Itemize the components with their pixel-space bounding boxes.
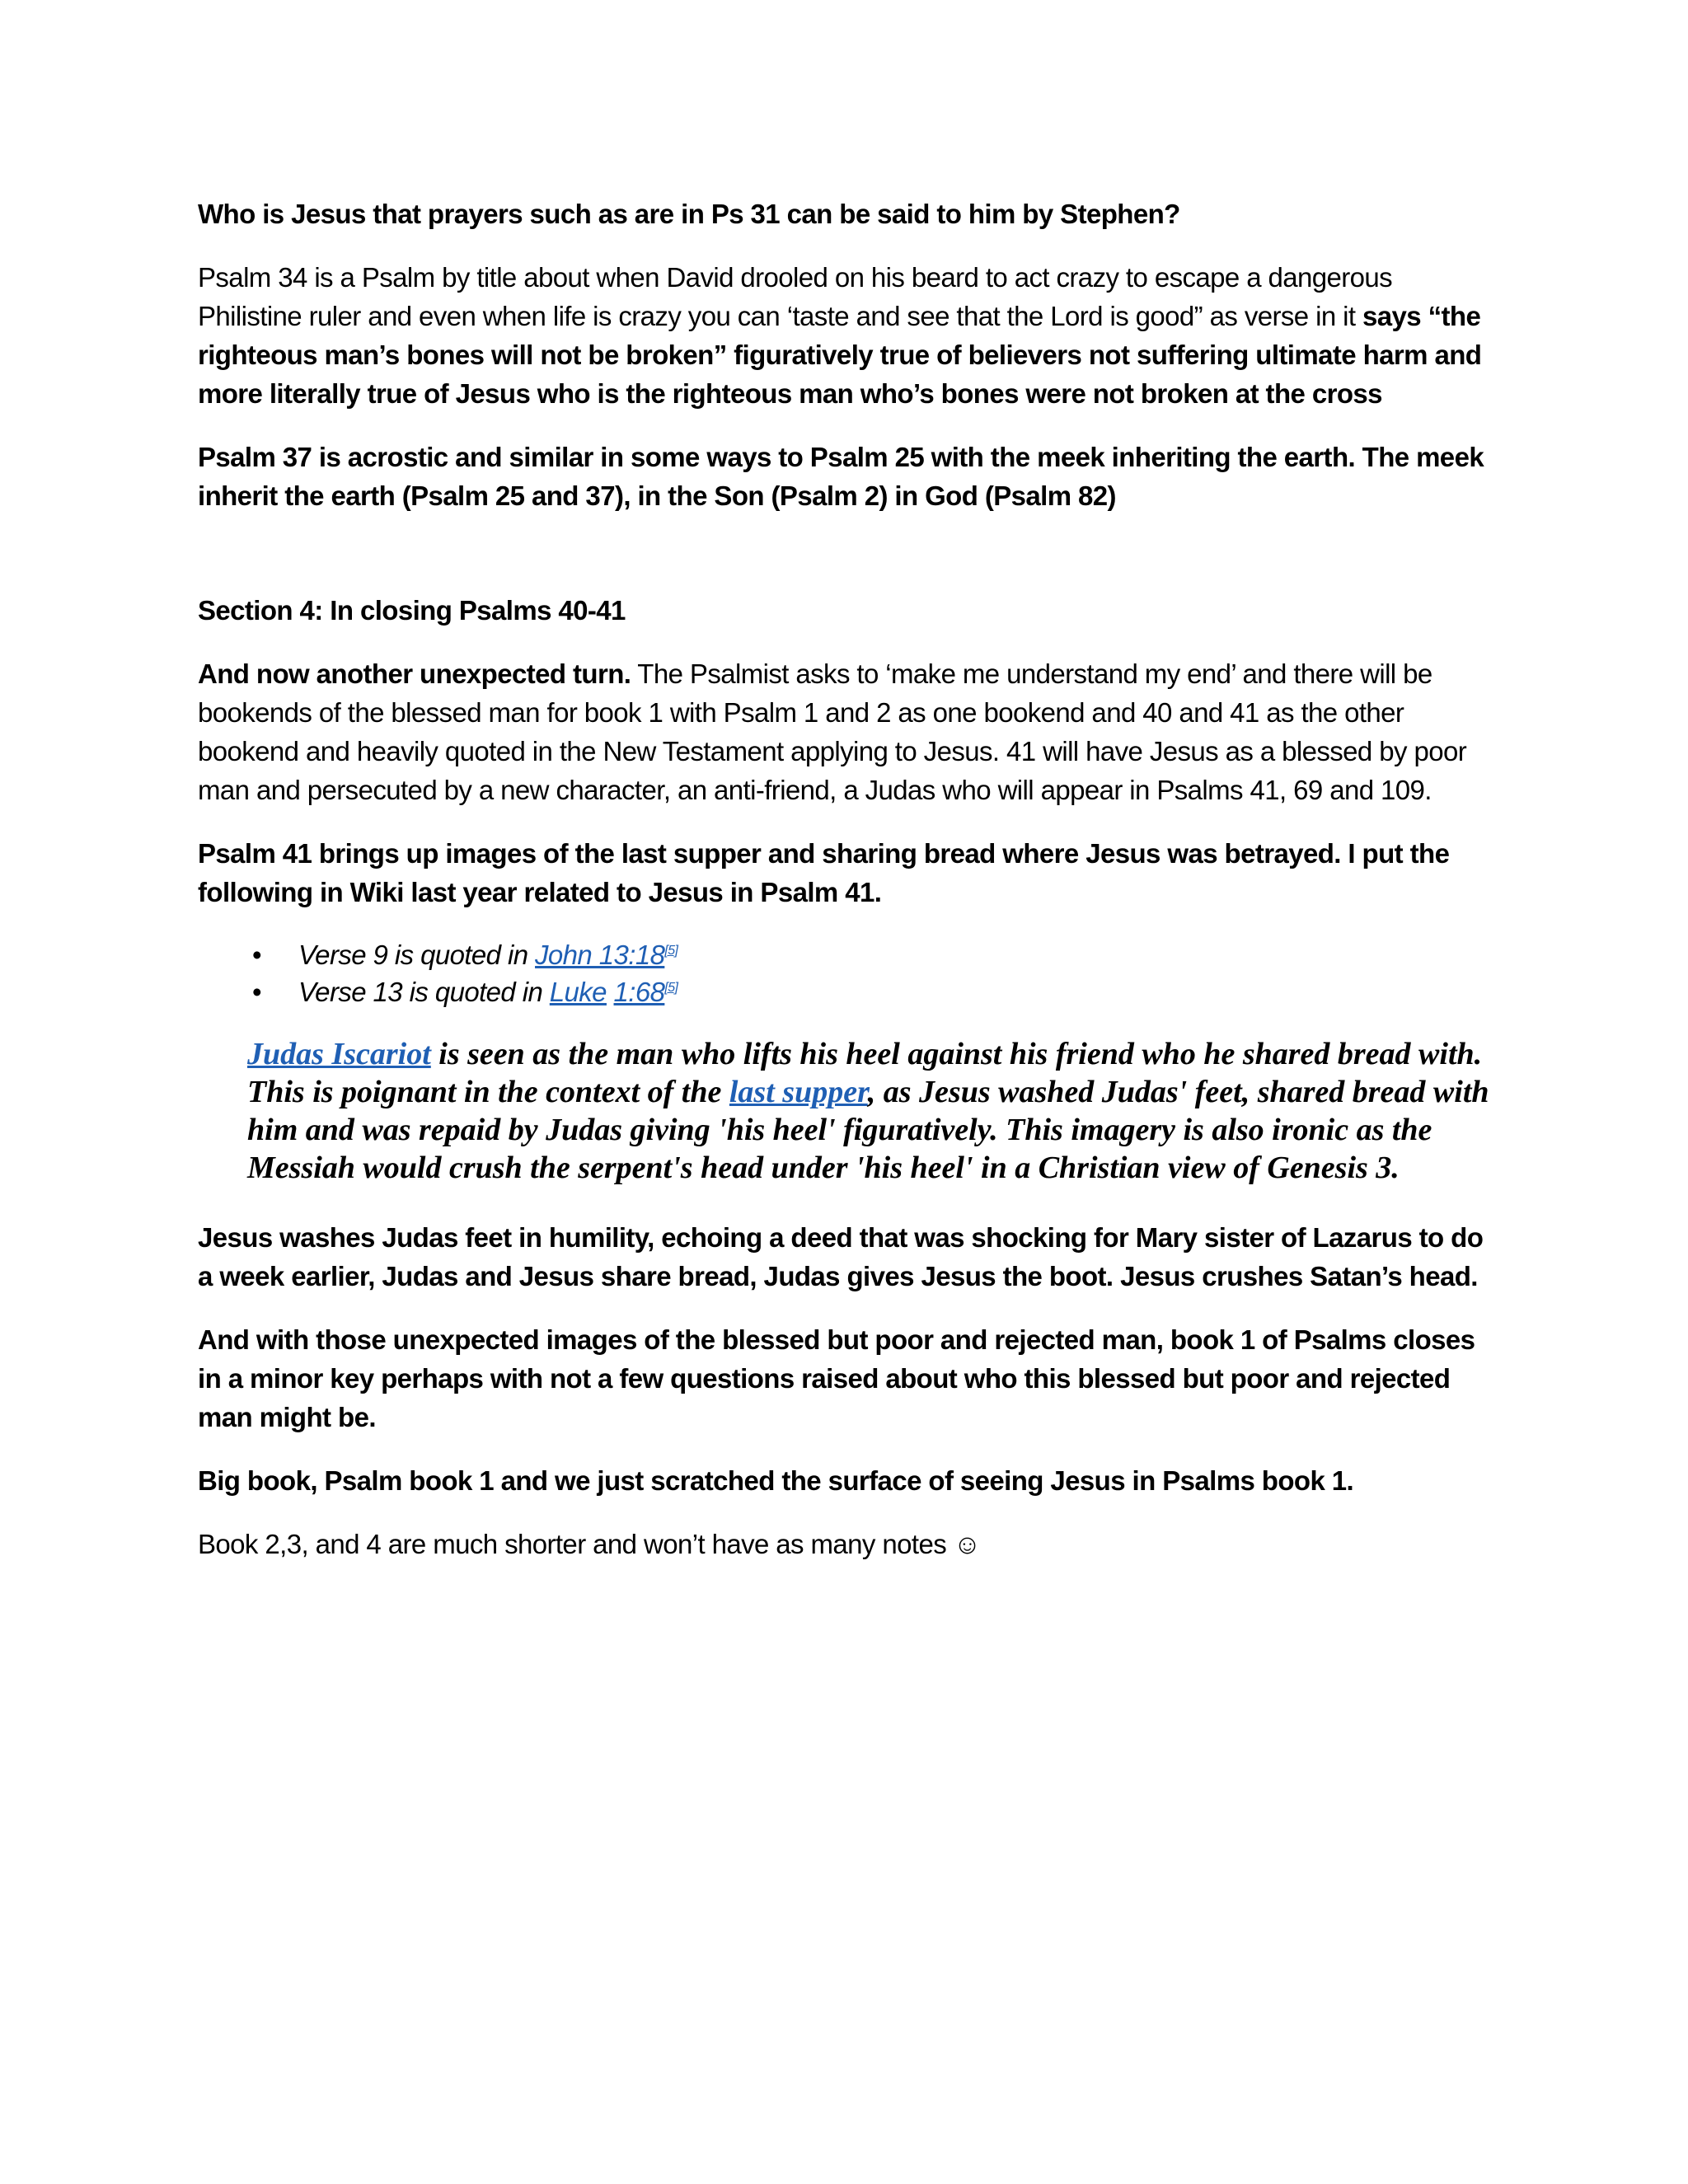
- reference-5-link[interactable]: [5]: [664, 981, 678, 995]
- verse-bullet-list: [198, 936, 1492, 1010]
- psalm-34-text: Psalm 34 is a Psalm by title about when David drooled on his beard to act crazy to escape a dangerous Philistine ruler and even when life is crazy you can ‘taste and see that the Lord is good” as verse in it: [198, 262, 1393, 331]
- luke-link[interactable]: Luke: [549, 977, 607, 1007]
- last-supper-link[interactable]: last supper: [729, 1075, 868, 1109]
- washing-paragraph: Jesus washes Judas feet in humility, echoing a deed that was shocking for Mary sister of Lazarus to do a week earlier, Judas and Jesus share bread, Judas gives Jesus the boot. Jesus crushes Satan’s head.: [198, 1222, 1484, 1291]
- section-4-heading: Section 4: In closing Psalms 40-41: [198, 595, 626, 626]
- quote-text-a: is seen as the man who lifts his heel against his friend who he shared bread with. This is poignant in the context of the: [247, 1037, 1483, 1109]
- psalm-37-paragraph: Psalm 37 is acrostic and similar in some ways to Psalm 25 with the meek inheriting the earth. The meek inherit the earth (Psalm 25 and 37), in the Son (Psalm 2) in God (Psalm 82): [198, 442, 1484, 511]
- psalm-40-paragraph: [198, 654, 1492, 809]
- john-13-18-link[interactable]: John 13:18: [535, 940, 665, 970]
- bullet-prefix: Verse 13 is quoted in: [298, 977, 550, 1007]
- bullet-icon: •: [252, 940, 261, 970]
- big-book-paragraph: Big book, Psalm book 1 and we just scratched the surface of seeing Jesus in Psalms book 1.: [198, 1465, 1354, 1496]
- psalm-34-bold-text: says “the righteous man’s bones will not be broken” figuratively true of believers not suffering ultimate harm and more literally true of Jesus who is the righteous man who’s bones were not broken at the cross: [198, 301, 1482, 409]
- psalm-41-paragraph: Psalm 41 brings up images of the last supper and sharing bread where Jesus was betrayed. I put the following in Wiki last year related to Jesus in Psalm 41.: [198, 838, 1450, 907]
- closing-paragraph: And with those unexpected images of the blessed but poor and rejected man, book 1 of Psalms closes in a minor key perhaps with not a few questions raised about who this blessed but poor and rejected man might be.: [198, 1324, 1475, 1432]
- bullet-prefix: Verse 9 is quoted in: [298, 940, 536, 970]
- document-body: [198, 194, 1492, 1588]
- quote-text-b: , as Jesus washed Judas' feet, shared bread with him and was repaid by Judas giving 'his heel' figuratively. This imagery is also ironic as the Messiah would crush the serpent's head under 'his heel' in a Christian view of Genesis 3.: [247, 1075, 1489, 1185]
- list-item: [252, 973, 1492, 1010]
- luke-1-68-link[interactable]: 1:68: [613, 977, 665, 1007]
- judas-iscariot-link[interactable]: Judas Iscariot: [247, 1037, 431, 1071]
- bullet-icon: •: [252, 977, 261, 1007]
- psalm-40-bold-lead: And now another unexpected turn.: [198, 658, 631, 689]
- list-item: [252, 936, 1492, 973]
- psalm-34-paragraph: [198, 258, 1492, 413]
- question-heading: Who is Jesus that prayers such as are in Ps 31 can be said to him by Stephen?: [198, 199, 1180, 229]
- wiki-quote-block: [247, 1035, 1500, 1187]
- final-note-paragraph: Book 2,3, and 4 are much shorter and won’t have as many notes ☺: [198, 1529, 981, 1559]
- reference-5-link[interactable]: [5]: [664, 944, 678, 958]
- psalm-40-text: The Psalmist asks to ‘make me understand my end’ and there will be bookends of the blessed man for book 1 with Psalm 1 and 2 as one bookend and 40 and 41 as the other bookend and heavily quoted in the New Testament applying to Jesus. 41 will have Jesus as a blessed by poor man and persecuted by a new character, an anti-friend, a Judas who will appear in Psalms 41, 69 and 109.: [198, 658, 1467, 805]
